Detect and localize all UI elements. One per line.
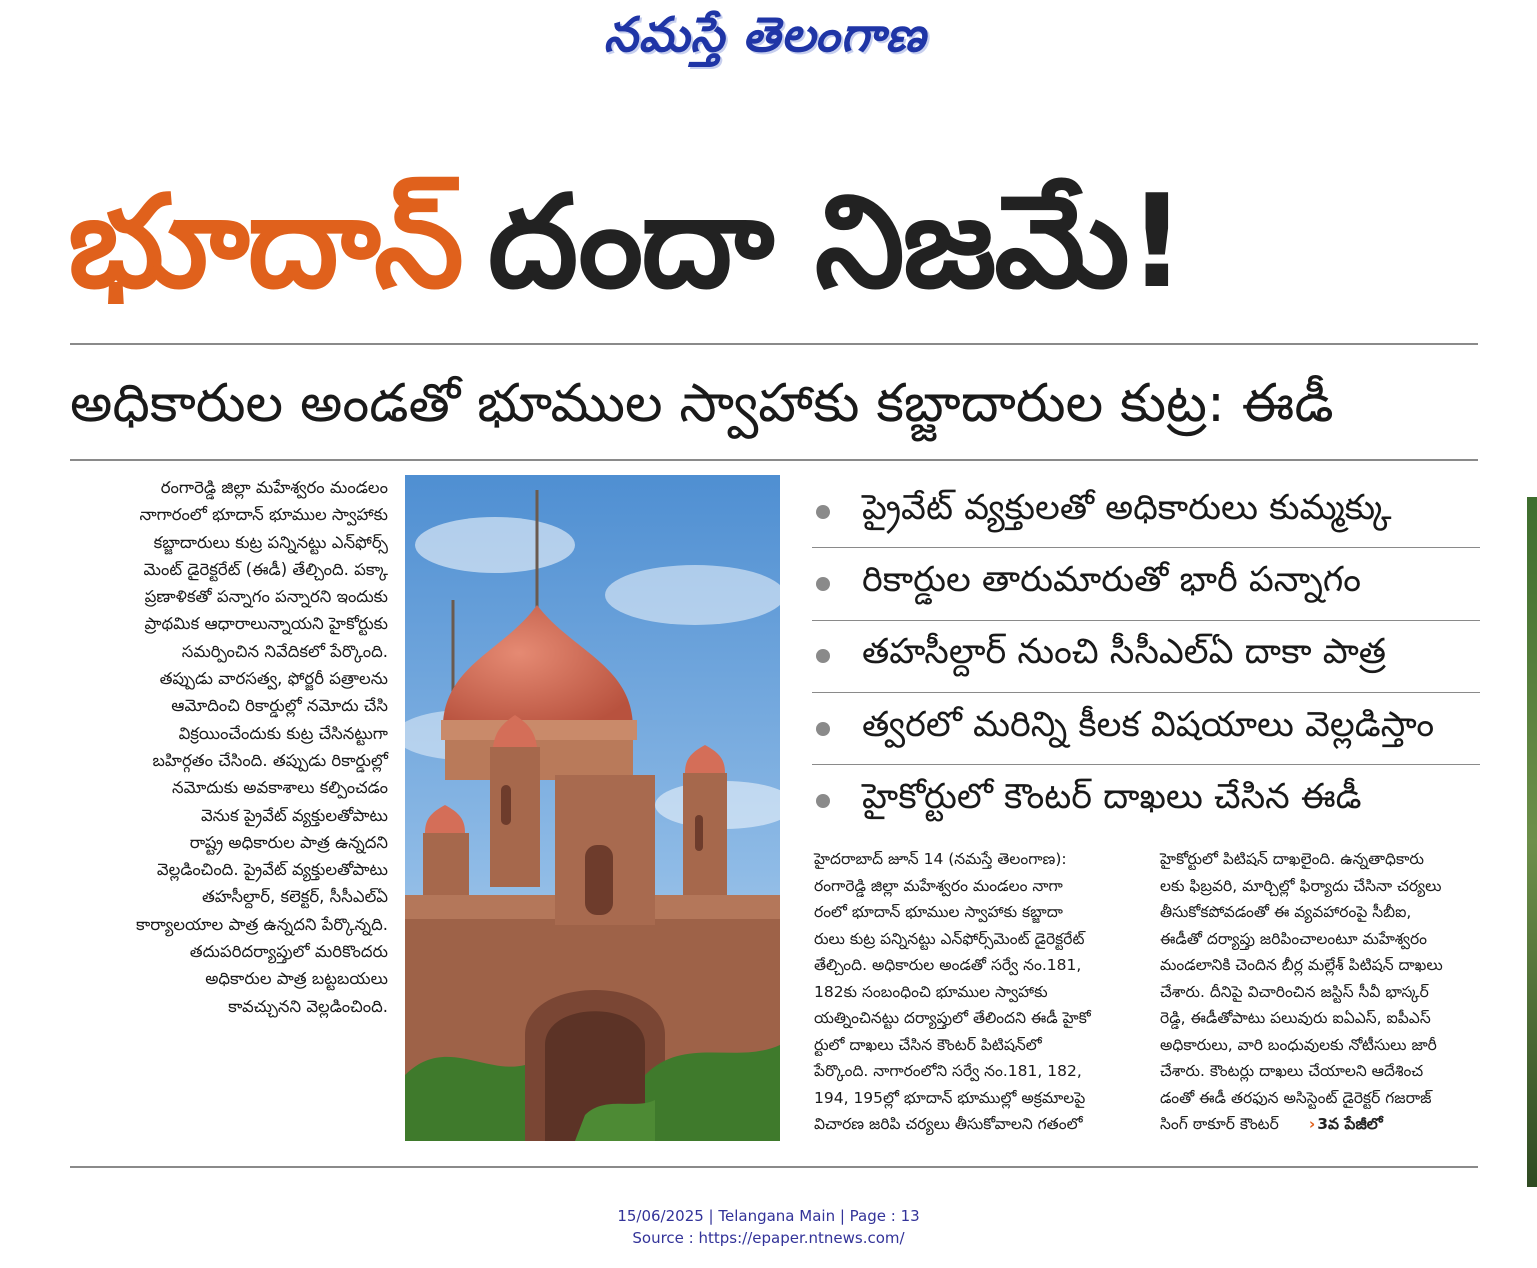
body-text-line: రంలో భూదాన్ భూముల స్వాహాకు కబ్జాదా [814,903,1063,921]
body-last-line [1160,1111,1383,1138]
intro-text-line: విక్రయించేందుకు కుట్ర చేసినట్టుగా [178,723,388,743]
key-point [812,621,1480,693]
intro-text-line: తదుపరిదర్యాప్తులో మరికొందరు [189,942,388,962]
key-point-text: రికార్డుల తారుమారుతో భారీ పన్నాగం [862,559,1362,600]
high-court-photo [405,475,780,1141]
intro-text-line: వెనుక ప్రైవేట్ వ్యక్తులతోపాటు [200,805,388,825]
intro-text-line: ప్రణాళికతో పన్నాగం పన్నారని ఇందుకు [144,587,388,607]
key-point [812,476,1480,548]
main-headline [68,148,1488,338]
body-last-line-text: సింగ్ ఠాకూర్ కౌంటర్ [1160,1115,1279,1133]
key-point-text: త్వరలో మరిన్ని కీలక విషయాలు వెల్లడిస్తాం [862,704,1435,745]
key-point [812,693,1480,765]
body-text-line: మండలానికి చెందిన బీర్ల మల్లేశ్ పిటిషన్ దాఖలు [1160,956,1443,974]
headline-divider [70,343,1478,345]
intro-text-line: మెంట్ డైరెక్టరేట్ (ఈడీ) తేల్చింది. పక్కా [143,559,388,579]
body-text-line: డంతో ఈడీ తరఫున అసిస్టెంట్ డైరెక్టర్ గజరాజ్ [1160,1088,1432,1107]
intro-text-line: కార్యాలయాల పాత్ర ఉన్నదని పేర్కొన్నది. [135,914,388,934]
subhead-divider [70,459,1478,461]
headline-black-part: దందా నిజమే! [487,168,1185,317]
footer-source: Source : https://epaper.ntnews.com/ [632,1229,905,1247]
intro-column [70,474,388,1020]
intro-text-line: కబ్జాదారులు కుట్ర పన్నినట్టు ఎన్‌ఫోర్స్ [153,532,388,552]
body-text-line: చేశారు. దీనిపై విచారించిన జస్టిస్ సీవీ భాస్కర్ [1160,982,1429,1001]
key-points-list [812,476,1480,837]
sub-headline: అధికారుల అండతో భూముల స్వాహాకు కబ్జాదారుల కుట్ర: ఈడీ [70,373,1334,434]
continued-on-page-link[interactable] [1309,1115,1383,1133]
chevron-right-icon: › [1308,1115,1316,1133]
intro-text-line: తప్పుడు వారసత్వ, ఫోర్జరీ పత్రాలను [159,669,388,689]
key-point [812,765,1480,837]
key-point-text: ప్రైవేట్ వ్యక్తులతో అధికారులు కుమ్మక్కు [862,487,1392,528]
intro-text-line: నమోదుకు అవకాశాలు కల్పించడం [172,778,388,798]
body-text-line: రులు కుట్ర పన్నినట్టు ఎన్‌ఫోర్స్‌మెంట్ డైరెక్టరేట్ [814,929,1085,948]
newspaper-masthead: నమస్తే తెలంగాణ [603,7,927,63]
intro-text-line: అధికారుల పాత్ర బట్టబయలు [205,969,388,989]
intro-text-line: నాగారంలో భూదాన్ భూముల స్వాహాకు [139,505,388,525]
body-column-1 [814,846,1144,1138]
body-text-line: ర్టులో దాఖలు చేసిన కౌంటర్ పిటిషన్‌లో [814,1035,1042,1054]
key-point-text: హైకోర్టులో కౌంటర్ దాఖలు చేసిన ఈడీ [862,777,1362,818]
body-text-line: చేశారు. కౌంటర్లు దాఖలు చేయాలని ఆదేశించ [1160,1062,1424,1080]
body-text-line: తీసుకోకపోవడంతో ఈ వ్యవహారంపై సీబీఐ, [1160,903,1412,921]
body-text-line: 182కు సంబంధించి భూముల స్వాహాకు [814,982,1048,1001]
adjacent-page-photo-edge [1527,497,1537,1187]
intro-text-line: వెల్లడించింది. ప్రైవేట్ వ్యక్తులతోపాటు [156,860,388,880]
body-text-line: రంగారెడ్డి జిల్లా మహేశ్వరం మండలం నాగా [814,876,1063,895]
body-text-line: తేల్చింది. అధికారుల అండతో సర్వే నం.181, [814,956,1082,974]
intro-text-line: బహిర్గతం చేసింది. తప్పుడు రికార్డుల్లో [152,750,388,770]
intro-text-line: తహసీల్దార్, కలెక్టర్, సీసీఎల్‌ఏ [201,887,388,907]
body-text-line: 194, 195ల్లో భూదాన్ భూముల్లో అక్రమాలపై [814,1088,1086,1107]
body-text-line: ఈడీతో దర్యాప్తు జరిపించాలంటూ మహేశ్వరం [1160,929,1428,948]
intro-text-line: కావచ్చునని వెల్లడించింది. [228,996,388,1016]
body-column-2 [1160,846,1480,1138]
key-point [812,548,1480,620]
footer-edition-info: 15/06/2025 | Telangana Main | Page : 13 [617,1207,920,1225]
body-text-line: పేర్కొంది. నాగారంలోని సర్వే నం.181, 182, [814,1062,1082,1080]
headline-orange-part: భూదాన్ [68,168,462,317]
body-text-line: యత్నించినట్టు దర్యాప్తులో తేలిందని ఈడీ హైకో [814,1009,1091,1027]
key-point-text: తహసీల్దార్ నుంచి సీసీఎల్‌ఏ దాకా పాత్ర [862,632,1387,673]
intro-text-line: ఆమోదించి రికార్డుల్లో నమోదు చేసి [171,696,388,716]
bullet-dot-icon [816,577,830,591]
intro-text-line: రాష్ట్ర అధికారుల పాత్ర ఉన్నదని [189,832,388,852]
article-bottom-rule [70,1166,1478,1168]
intro-text-line: ప్రాథమిక ఆధారాలున్నాయని హైకోర్టుకు [144,614,388,634]
body-text-line: లకు ఫిబ్రవరి, మార్చిల్లో ఫిర్యాదు చేసినా చర్యలు [1160,876,1442,895]
bullet-dot-icon [816,794,830,808]
bullet-dot-icon [816,722,830,736]
body-text-line: రెడ్డి, ఈడీతోపాటు పలువురు ఐఏఎస్, ఐపీఎస్ [1160,1009,1431,1027]
bullet-dot-icon [816,505,830,519]
body-text-line: హైకోర్టులో పిటిషన్ దాఖలైంది. ఉన్నతాధికారు [1160,850,1424,868]
intro-text-line: సమర్పించిన నివేదికలో పేర్కొంది. [181,641,388,661]
body-text-line: అధికారులు, వారి బంధువులకు నోటీసులు జారీ [1160,1035,1437,1054]
body-text-line: విచారణ జరిపి చర్యలు తీసుకోవాలని గతంలో [814,1115,1083,1133]
intro-text-line: రంగారెడ్డి జిల్లా మహేశ్వరం మండలం [160,478,388,497]
bullet-dot-icon [816,649,830,663]
body-text-line: హైదరాబాద్ జూన్ 14 (నమస్తే తెలంగాణ): [814,850,1067,868]
continued-on-page-text: 3వ పేజీలో [1317,1115,1383,1133]
